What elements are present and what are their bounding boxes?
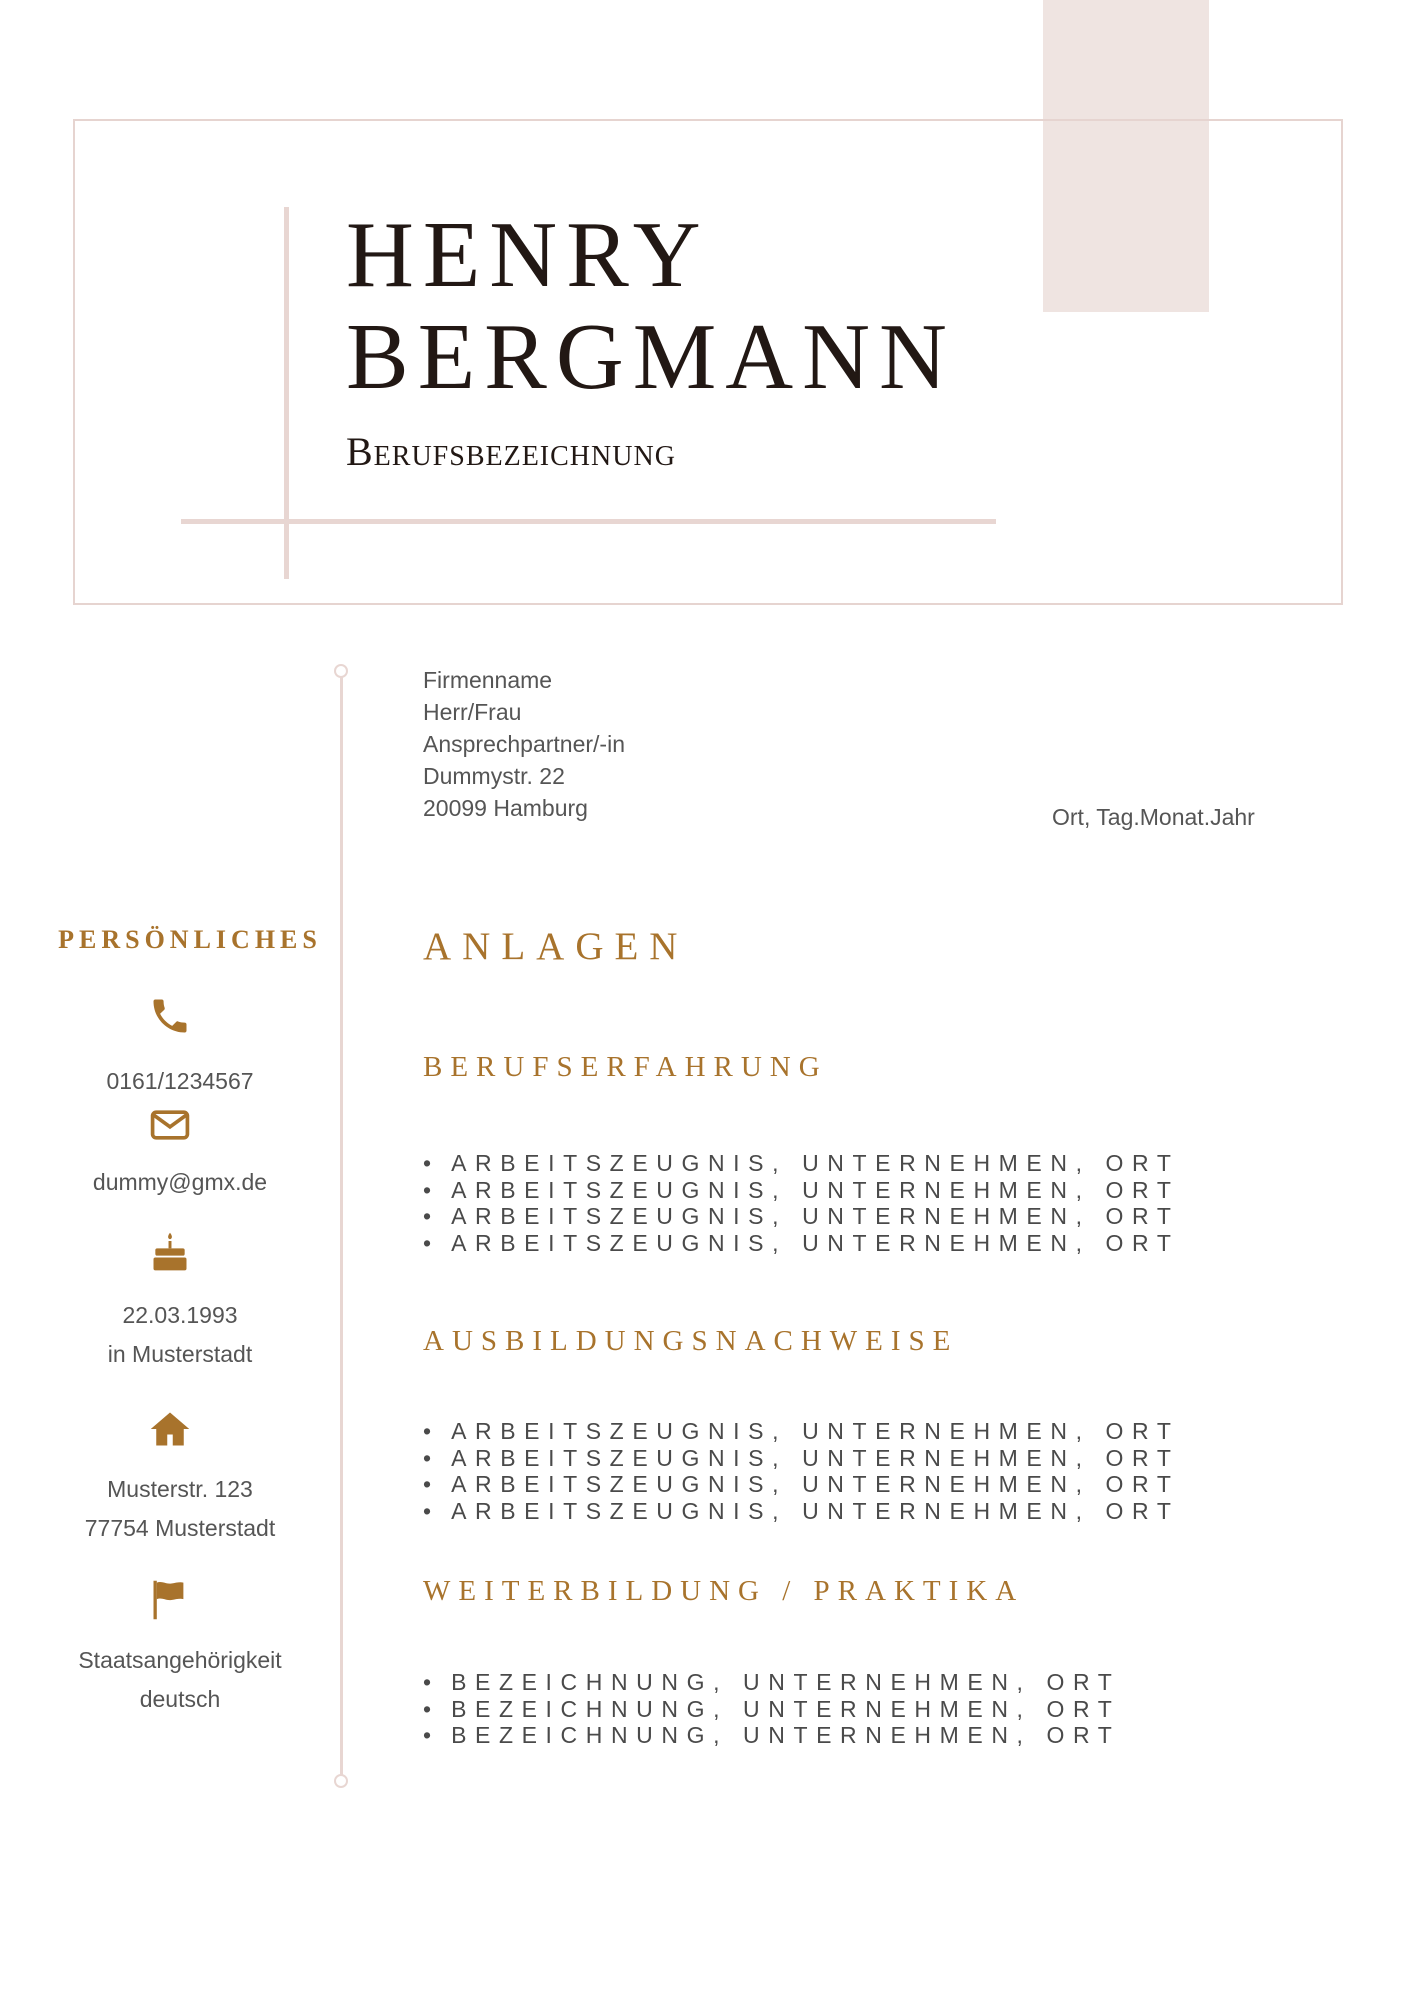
list-item: • ARBEITSZEUGNIS, UNTERNEHMEN, ORT xyxy=(423,1471,1180,1498)
email-address: dummy@gmx.de xyxy=(92,1169,268,1195)
phone-icon xyxy=(148,994,192,1038)
recipient-address xyxy=(423,664,625,824)
home-street: Musterstr. 123 xyxy=(107,1476,253,1502)
education-list xyxy=(423,1418,1180,1524)
phone-number: 0161/1234567 xyxy=(106,1068,254,1094)
list-item: • BEZEICHNUNG, UNTERNEHMEN, ORT xyxy=(423,1722,1120,1749)
list-item: • ARBEITSZEUGNIS, UNTERNEHMEN, ORT xyxy=(423,1177,1180,1204)
date-line: Ort, Tag.Monat.Jahr xyxy=(1052,804,1255,830)
home-address xyxy=(40,1470,320,1548)
recipient-city: 20099 Hamburg xyxy=(423,795,588,821)
list-item: • ARBEITSZEUGNIS, UNTERNEHMEN, ORT xyxy=(423,1418,1180,1445)
section-title-experience: BERUFSERFAHRUNG xyxy=(423,1051,828,1083)
timeline-divider xyxy=(340,672,343,1784)
birth-info xyxy=(40,1296,320,1374)
envelope-icon xyxy=(148,1103,192,1147)
timeline-dot-bottom xyxy=(334,1774,348,1788)
birth-date: 22.03.1993 xyxy=(122,1302,238,1328)
list-item: • ARBEITSZEUGNIS, UNTERNEHMEN, ORT xyxy=(423,1445,1180,1472)
house-icon xyxy=(148,1407,192,1451)
recipient-salutation: Herr/Frau xyxy=(423,699,522,725)
sidebar-title: PERSÖNLICHES xyxy=(58,925,322,954)
experience-list xyxy=(423,1150,1180,1256)
list-item: • ARBEITSZEUGNIS, UNTERNEHMEN, ORT xyxy=(423,1150,1180,1177)
list-item: • BEZEICHNUNG, UNTERNEHMEN, ORT xyxy=(423,1669,1120,1696)
home-city: 77754 Musterstadt xyxy=(84,1515,276,1541)
section-title-training: WEITERBILDUNG / PRAKTIKA xyxy=(423,1575,1025,1607)
list-item: • BEZEICHNUNG, UNTERNEHMEN, ORT xyxy=(423,1696,1120,1723)
recipient-company: Firmenname xyxy=(423,667,553,693)
flag-icon xyxy=(148,1578,192,1622)
training-list xyxy=(423,1669,1120,1749)
nationality-info xyxy=(40,1641,320,1719)
recipient-street: Dummystr. 22 xyxy=(423,763,565,789)
first-name: HENRY xyxy=(346,203,710,307)
attachments-heading: ANLAGEN xyxy=(423,925,689,968)
list-item: • ARBEITSZEUGNIS, UNTERNEHMEN, ORT xyxy=(423,1203,1180,1230)
list-item: • ARBEITSZEUGNIS, UNTERNEHMEN, ORT xyxy=(423,1230,1180,1257)
horizontal-accent-line xyxy=(181,519,996,524)
nationality-label: Staatsangehörigkeit xyxy=(78,1647,282,1673)
list-item: • ARBEITSZEUGNIS, UNTERNEHMEN, ORT xyxy=(423,1498,1180,1525)
birthday-cake-icon xyxy=(148,1230,192,1274)
nationality-value: deutsch xyxy=(139,1686,221,1712)
last-name: BERGMANN xyxy=(346,305,956,409)
timeline-dot-top xyxy=(334,664,348,678)
recipient-contact: Ansprechpartner/-in xyxy=(423,731,625,757)
birth-place: in Musterstadt xyxy=(107,1341,253,1367)
job-title: Berufsbezeichnung xyxy=(346,429,676,474)
section-title-education: AUSBILDUNGSNACHWEISE xyxy=(423,1325,959,1357)
